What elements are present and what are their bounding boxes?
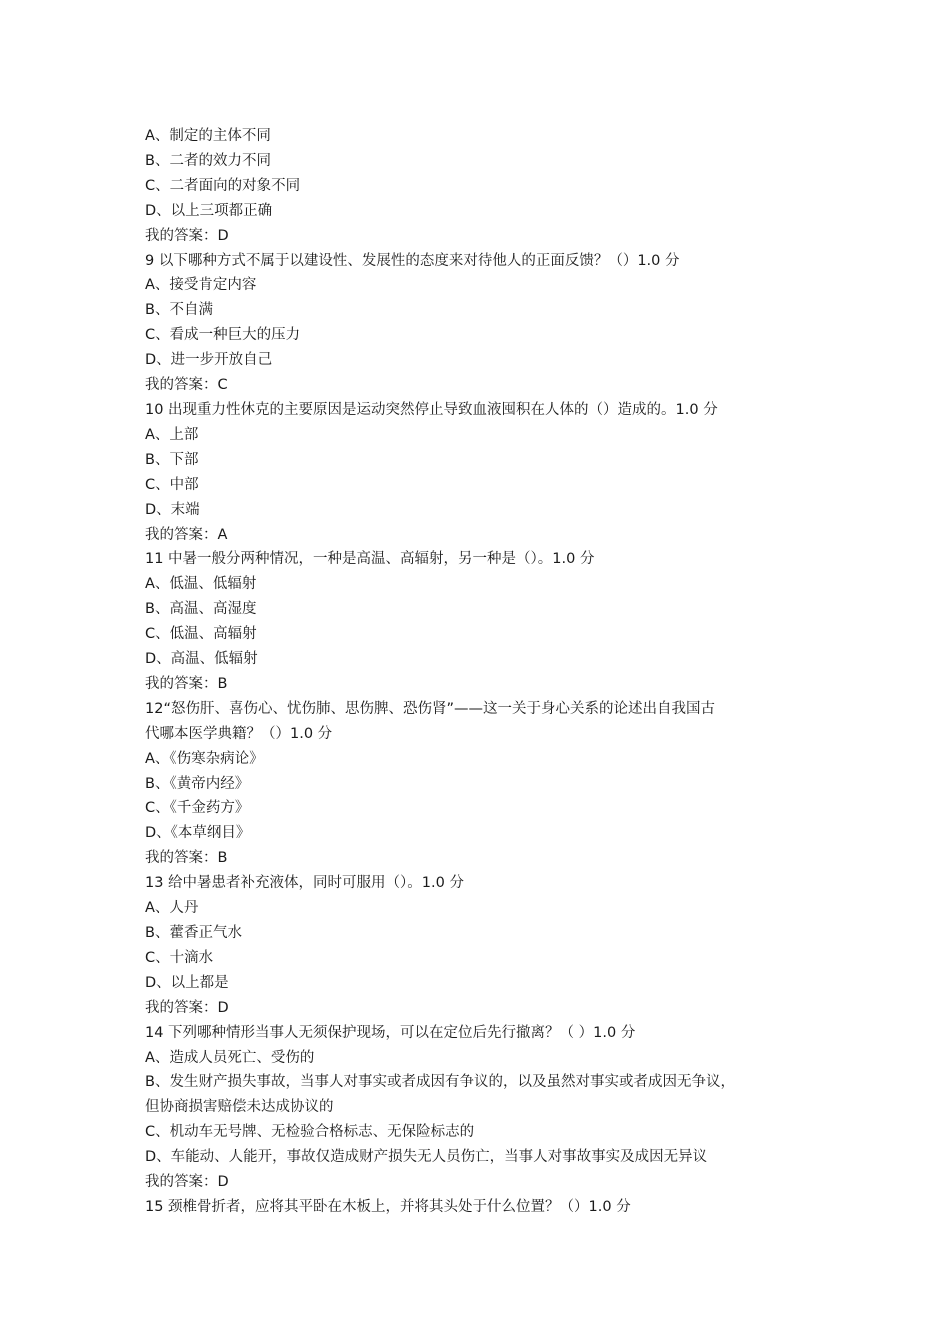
option-d: D、高温、低辐射: [145, 651, 258, 668]
option-d: D、《本草纲目》: [145, 825, 251, 842]
question-12-continued: 代哪本医学典籍？（）1.0 分: [145, 725, 333, 742]
question-11: 11 中暑一般分两种情况，一种是高温、高辐射，另一种是（）。1.0 分: [145, 551, 595, 568]
option-b: B、下部: [145, 451, 199, 468]
option-b: B、高温、高湿度: [145, 601, 257, 618]
option-c: C、《千金药方》: [145, 800, 250, 817]
question-9: 9 以下哪种方式不属于以建设性、发展性的态度来对待他人的正面反馈？（）1.0 分: [145, 252, 680, 269]
option-d: D、以上三项都正确: [145, 202, 273, 219]
option-a: A、制定的主体不同: [145, 128, 271, 144]
question-12: 12“怒伤肝、喜伤心、忧伤肺、思伤脾、恐伤肾”——这一关于身心关系的论述出自我国古: [145, 700, 715, 717]
my-answer: 我的答案：D: [145, 1174, 229, 1191]
my-answer: 我的答案：D: [145, 999, 229, 1016]
option-c: C、机动车无号牌、无检验合格标志、无保险标志的: [145, 1124, 475, 1141]
my-answer: 我的答案：B: [145, 675, 228, 692]
option-c: C、中部: [145, 476, 199, 493]
document-page: [145, 124, 825, 1220]
option-d: D、进一步开放自己: [145, 352, 273, 369]
option-a: A、接受肯定内容: [145, 277, 257, 294]
option-b: B、不自满: [145, 302, 213, 319]
option-c: C、十滴水: [145, 949, 214, 966]
my-answer: 我的答案：A: [145, 526, 228, 543]
option-c: C、看成一种巨大的压力: [145, 327, 301, 344]
my-answer: 我的答案：B: [145, 850, 228, 867]
question-10: 10 出现重力性休克的主要原因是运动突然停止导致血液囤积在人体的（）造成的。1.0 分: [145, 401, 718, 418]
option-b-continued: 但协商损害赔偿未达成协议的: [145, 1099, 334, 1116]
option-b: B、藿香正气水: [145, 925, 242, 941]
question-13: 13 给中暑患者补充液体，同时可服用（）。1.0 分: [145, 875, 464, 892]
option-d: D、末端: [145, 501, 200, 518]
option-b: B、二者的效力不同: [145, 152, 271, 169]
option-b: B、发生财产损失事故，当事人对事实或者成因有争议的，以及虽然对事实或者成因无争议，: [145, 1074, 735, 1091]
option-a: A、造成人员死亡、受伤的: [145, 1049, 315, 1066]
question-15: 15 颈椎骨折者，应将其平卧在木板上，并将其头处于什么位置？（）1.0 分: [145, 1198, 631, 1215]
option-a: A、《伤寒杂病论》: [145, 750, 264, 767]
option-d: D、车能动、人能开，事故仅造成财产损失无人员伤亡，当事人对事故事实及成因无异议: [145, 1149, 708, 1166]
my-answer: 我的答案：C: [145, 377, 228, 394]
my-answer: 我的答案：D: [145, 227, 229, 244]
option-c: C、低温、高辐射: [145, 626, 257, 643]
option-a: A、人丹: [145, 900, 199, 917]
option-a: A、低温、低辐射: [145, 576, 257, 593]
option-a: A、上部: [145, 426, 199, 443]
option-b: B、《黄帝内经》: [145, 775, 250, 792]
option-d: D、以上都是: [145, 974, 229, 991]
question-14: 14 下列哪种情形当事人无须保护现场，可以在定位后先行撤离？（ ）1.0 分: [145, 1024, 636, 1041]
option-c: C、二者面向的对象不同: [145, 177, 301, 194]
